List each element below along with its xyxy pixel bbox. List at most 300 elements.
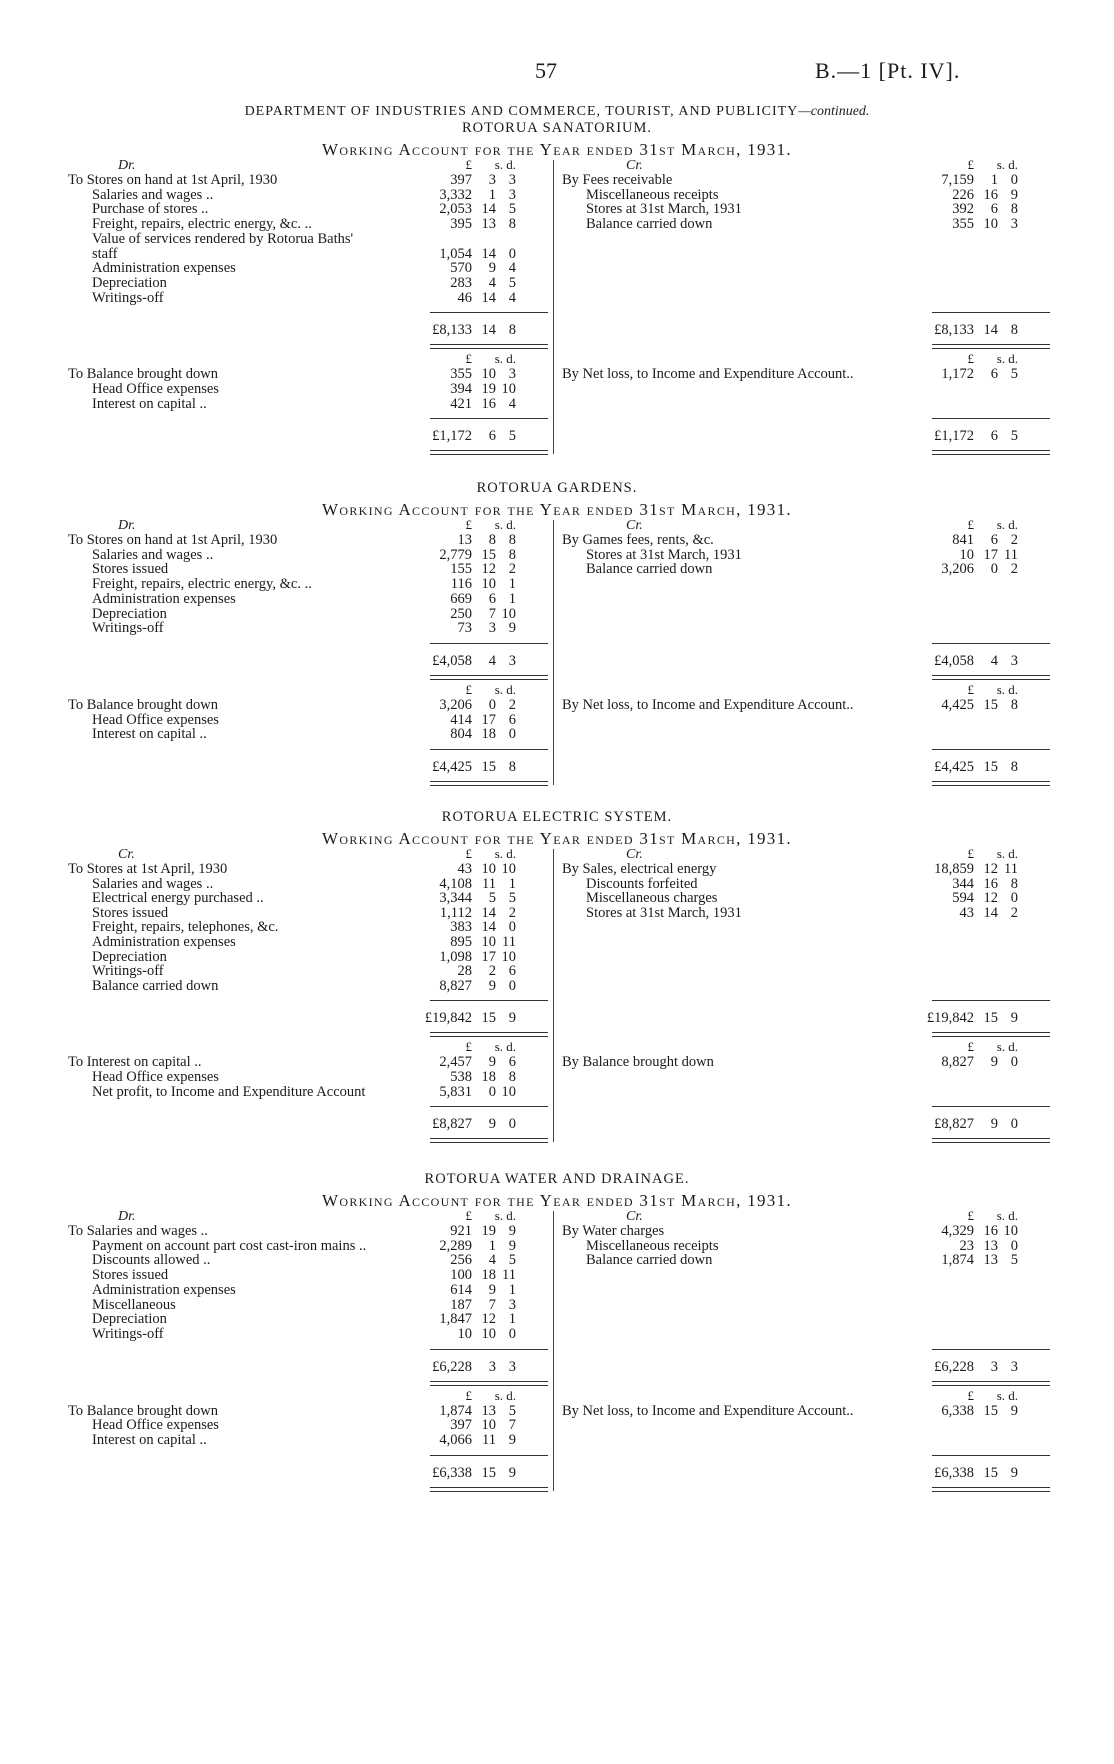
amount-pounds: 250: [450, 605, 472, 622]
amount-pence: 5: [508, 274, 516, 291]
credit-item-label: By Balance brought down: [562, 1054, 714, 1071]
debit-item-amount: [398, 1238, 516, 1254]
amount-pence: 11: [1004, 546, 1018, 563]
amount-pence: 5: [508, 201, 516, 218]
amount-pounds: 100: [450, 1267, 472, 1284]
amount-shillings: 4: [488, 652, 496, 669]
debit-item-amount: [398, 1069, 516, 1085]
credit-currency-header: £ s. d.: [967, 1208, 1018, 1223]
amount-shillings: 9: [488, 1116, 496, 1133]
debit-total: [398, 1010, 516, 1026]
amount-pence: 5: [1010, 1252, 1018, 1269]
credit-item-label: By Sales, electrical energy: [562, 861, 717, 877]
debit-item-amount: [398, 1311, 516, 1327]
amount-shillings: 0: [990, 561, 998, 578]
amount-pounds: £8,133: [934, 322, 974, 339]
center-divider: [553, 520, 554, 785]
credit-total: [890, 1116, 1018, 1132]
amount-shillings: 15: [983, 1464, 998, 1481]
debit-item-label: Head Office expenses: [92, 1069, 219, 1085]
account-table: [0, 517, 1114, 844]
amount-shillings: 12: [983, 861, 998, 877]
amount-pence: 1: [508, 1311, 516, 1328]
credit-currency-header: £ s. d.: [967, 1039, 1018, 1055]
amount-pence: 5: [1010, 366, 1018, 383]
amount-shillings: 12: [481, 561, 496, 578]
amount-shillings: 16: [983, 875, 998, 892]
amount-pence: 3: [508, 186, 516, 203]
amount-shillings: 16: [983, 186, 998, 203]
amount-pence: 0: [1010, 1116, 1018, 1133]
amount-pounds: 43: [959, 904, 974, 921]
amount-pounds: 1,874: [941, 1252, 974, 1269]
debit-total: [398, 1465, 516, 1481]
credit-item-label: Stores at 31st March, 1931: [586, 201, 742, 218]
debit-item-amount: [398, 1417, 516, 1433]
debit-item-label: Freight, repairs, telephones, &c.: [92, 919, 279, 936]
amount-shillings: 15: [481, 1010, 496, 1027]
amount-pence: 0: [508, 245, 516, 262]
debit-item-label: Writings-off: [92, 620, 164, 637]
amount-pounds: 614: [450, 1281, 472, 1298]
amount-pence: 11: [1004, 861, 1018, 877]
amount-pounds: £8,827: [934, 1116, 974, 1133]
amount-pence: 8: [1010, 696, 1018, 713]
amount-pounds: 383: [450, 919, 472, 936]
credit-item-amount: [890, 1238, 1018, 1254]
amount-pence: 3: [508, 652, 516, 669]
amount-pounds: 895: [450, 934, 472, 950]
credit-total-double-rule: [932, 1381, 1050, 1386]
amount-pounds: 226: [952, 186, 974, 203]
debit-subtotal-rule: [430, 1106, 548, 1107]
amount-pounds: 421: [450, 395, 472, 412]
credit-item-label: Miscellaneous charges: [586, 890, 718, 907]
debit-currency-header: £ s. d.: [465, 1387, 516, 1403]
amount-pence: 1: [508, 576, 516, 593]
amount-shillings: 15: [983, 1010, 998, 1027]
amount-pence: 3: [508, 366, 516, 383]
debit-item-amount: [398, 1054, 516, 1070]
debit-item-label: Administration expenses: [92, 260, 236, 277]
credit-item-amount: [890, 561, 1018, 577]
debit-item-label: Freight, repairs, electric energy, &c. ..: [92, 576, 312, 593]
amount-pence: 8: [508, 532, 516, 548]
amount-pounds: 23: [959, 1237, 974, 1254]
amount-pence: 1: [508, 875, 516, 892]
credit-item-amount: [890, 532, 1018, 548]
amount-pence: 3: [1010, 652, 1018, 669]
amount-pence: 9: [508, 1464, 516, 1481]
amount-pounds: 669: [450, 590, 472, 607]
amount-pounds: £4,058: [934, 652, 974, 669]
debit-item-amount: [398, 949, 516, 965]
amount-pence: 6: [508, 1054, 516, 1071]
debit-item-amount: [398, 172, 516, 188]
amount-pence: 3: [508, 1296, 516, 1313]
debit-item-label: Salaries and wages ..: [92, 546, 214, 563]
amount-pounds: 155: [450, 561, 472, 578]
debit-total-double-rule: [430, 1032, 548, 1037]
debit-subtotal-rule: [430, 643, 548, 644]
amount-pence: 0: [508, 919, 516, 936]
amount-pence: 11: [502, 1267, 516, 1284]
amount-pounds: 1,054: [439, 245, 472, 262]
debit-item-amount: [398, 934, 516, 950]
debit-item-amount: [398, 1432, 516, 1448]
amount-pence: 8: [1010, 875, 1018, 892]
amount-shillings: 6: [990, 532, 998, 548]
amount-pounds: 397: [450, 1417, 472, 1434]
amount-shillings: 10: [481, 1325, 496, 1342]
credit-subtotal-rule: [932, 312, 1050, 313]
credit-item-amount: [890, 1252, 1018, 1268]
account-section: [0, 120, 1114, 484]
debit-item-amount: [398, 260, 516, 276]
debit-currency-header: £ s. d.: [465, 517, 516, 532]
amount-pence: 10: [501, 381, 516, 397]
amount-pounds: 283: [450, 274, 472, 291]
amount-pounds: 414: [450, 711, 472, 728]
credit-subtotal-rule: [932, 1000, 1050, 1001]
amount-pounds: 116: [450, 576, 472, 593]
amount-pounds: 46: [457, 289, 472, 306]
amount-pounds: 395: [450, 216, 472, 233]
debit-subtotal-rule: [430, 312, 548, 313]
amount-pounds: £6,228: [432, 1358, 472, 1375]
amount-pence: 3: [1010, 216, 1018, 233]
amount-shillings: 10: [481, 934, 496, 950]
amount-pounds: £6,338: [934, 1464, 974, 1481]
credit-currency-header: £ s. d.: [967, 351, 1018, 367]
amount-pounds: £1,172: [432, 428, 472, 445]
working-account-title: Working Account for the Year ended 31st March, 1931.: [322, 1191, 792, 1210]
debit-item-label: Balance carried down: [92, 977, 219, 994]
credit-total-double-rule: [932, 1138, 1050, 1143]
debit-subtotal-rule: [430, 1000, 548, 1001]
credit-subtotal-rule: [932, 1106, 1050, 1107]
debit-item-amount: [398, 726, 516, 742]
amount-pence: 1: [508, 590, 516, 607]
amount-pounds: 10: [959, 546, 974, 563]
credit-item-label: Miscellaneous receipts: [586, 1237, 719, 1254]
amount-pence: 8: [508, 322, 516, 339]
amount-pounds: 6,338: [941, 1402, 974, 1419]
amount-shillings: 16: [983, 1223, 998, 1239]
amount-shillings: 6: [488, 428, 496, 445]
amount-shillings: 17: [983, 546, 998, 563]
amount-shillings: 4: [488, 1252, 496, 1269]
debit-item-amount: [398, 620, 516, 636]
amount-pounds: 73: [457, 620, 472, 637]
debit-total-double-rule: [430, 344, 548, 349]
credit-currency-header: £ s. d.: [967, 846, 1018, 861]
amount-shillings: 11: [482, 875, 496, 892]
credit-item-label: By Water charges: [562, 1223, 665, 1239]
amount-shillings: 1: [488, 186, 496, 203]
debit-column-label: Cr.: [118, 847, 135, 862]
debit-item-label: Electrical energy purchased ..: [92, 890, 264, 907]
amount-pounds: £6,338: [432, 1464, 472, 1481]
credit-total-double-rule: [932, 675, 1050, 680]
credit-currency-header: £ s. d.: [967, 157, 1018, 172]
credit-item-amount: [890, 187, 1018, 203]
amount-pounds: 4,329: [941, 1223, 974, 1239]
credit-item-amount: [890, 547, 1018, 563]
page-header: [0, 58, 1114, 88]
amount-pence: 9: [1010, 1402, 1018, 1419]
debit-item-amount: [398, 1326, 516, 1342]
amount-pounds: 570: [450, 260, 472, 277]
debit-item-amount: [398, 1403, 516, 1419]
debit-item-amount: [398, 246, 516, 262]
amount-pence: 4: [508, 260, 516, 277]
working-account-title: Working Account for the Year ended 31st March, 1931.: [322, 500, 792, 519]
amount-shillings: 10: [481, 861, 496, 877]
debit-currency-header: £ s. d.: [465, 681, 516, 697]
amount-shillings: 13: [983, 1237, 998, 1254]
amount-pence: 2: [508, 904, 516, 921]
debit-item-label: Interest on capital ..: [92, 1432, 207, 1448]
amount-shillings: 14: [481, 919, 496, 936]
credit-column-label: Cr.: [626, 158, 643, 173]
amount-pounds: 3,344: [439, 890, 472, 907]
amount-pounds: 43: [457, 861, 472, 877]
credit-subtotal-rule: [932, 643, 1050, 644]
credit-total: [890, 759, 1018, 775]
debit-item-amount: [398, 1297, 516, 1313]
amount-shillings: 14: [481, 289, 496, 306]
amount-shillings: 18: [481, 1069, 496, 1085]
credit-item-label: Stores at 31st March, 1931: [586, 546, 742, 563]
debit-item-amount: [398, 290, 516, 306]
credit-currency-header: £ s. d.: [967, 681, 1018, 697]
debit-item-amount: [398, 712, 516, 728]
amount-pence: 0: [508, 1325, 516, 1342]
amount-pounds: 1,098: [439, 948, 472, 965]
debit-total: [398, 322, 516, 338]
debit-item-amount: [398, 366, 516, 382]
credit-total: [890, 1359, 1018, 1375]
amount-pounds: £6,228: [934, 1358, 974, 1375]
amount-shillings: 18: [481, 1267, 496, 1284]
debit-item-amount: [398, 187, 516, 203]
debit-item-amount: [398, 547, 516, 563]
amount-pounds: 1,847: [439, 1311, 472, 1328]
amount-pence: 8: [1010, 759, 1018, 775]
amount-shillings: 10: [481, 366, 496, 383]
debit-item-label: Stores issued: [92, 561, 169, 578]
amount-pounds: 1,874: [439, 1402, 472, 1419]
account-section: [0, 480, 1114, 844]
debit-item-label: Stores issued: [92, 904, 169, 921]
section-title: ROTORUA GARDENS.: [476, 480, 638, 496]
center-divider: [553, 160, 554, 454]
amount-pence: 9: [1010, 186, 1018, 203]
credit-item-label: By Net loss, to Income and Expenditure Account..: [562, 366, 854, 383]
amount-shillings: 13: [983, 1252, 998, 1269]
amount-pence: 7: [508, 1417, 516, 1434]
debit-item-label: Writings-off: [92, 1325, 164, 1342]
debit-item-label: Writings-off: [92, 289, 164, 306]
amount-pence: 6: [508, 711, 516, 728]
amount-shillings: 11: [482, 1432, 496, 1448]
debit-item-label: Purchase of stores ..: [92, 201, 209, 218]
debit-item-label: staff: [92, 245, 118, 262]
debit-item-label: Net profit, to Income and Expenditure Account: [92, 1083, 366, 1100]
amount-pounds: 594: [952, 890, 974, 907]
amount-shillings: 6: [990, 366, 998, 383]
amount-shillings: 12: [983, 890, 998, 907]
debit-total-double-rule: [430, 781, 548, 786]
amount-pounds: 2,053: [439, 201, 472, 218]
credit-subtotal-rule: [932, 1455, 1050, 1456]
debit-item-amount: [398, 606, 516, 622]
amount-shillings: 13: [481, 216, 496, 233]
debit-subtotal-rule: [430, 749, 548, 750]
credit-item-amount: [890, 216, 1018, 232]
amount-pounds: £4,425: [934, 759, 974, 775]
amount-shillings: 9: [488, 260, 496, 277]
amount-shillings: 9: [990, 1054, 998, 1071]
debit-currency-header: £ s. d.: [465, 157, 516, 172]
debit-item-label: Miscellaneous: [92, 1296, 176, 1313]
debit-total-double-rule: [430, 1487, 548, 1492]
debit-subtotal-rule: [430, 1455, 548, 1456]
debit-item-amount: [398, 201, 516, 217]
amount-shillings: 8: [488, 532, 496, 548]
amount-shillings: 6: [990, 201, 998, 218]
amount-pence: 2: [508, 561, 516, 578]
credit-subtotal-rule: [932, 1349, 1050, 1350]
debit-item-amount: [398, 1223, 516, 1239]
working-account-title: Working Account for the Year ended 31st March, 1931.: [322, 829, 792, 848]
amount-shillings: 14: [481, 322, 496, 339]
amount-pence: 9: [508, 1237, 516, 1254]
debit-item-amount: [398, 905, 516, 921]
debit-item-label: Depreciation: [92, 605, 167, 622]
debit-column-label: Dr.: [118, 158, 136, 173]
debit-column-label: Dr.: [118, 518, 136, 533]
amount-pence: 0: [508, 977, 516, 994]
amount-pounds: 18,859: [934, 861, 974, 877]
debit-total-double-rule: [430, 450, 548, 455]
credit-item-amount: [890, 890, 1018, 906]
amount-pence: 10: [501, 1083, 516, 1100]
debit-item-amount: [398, 576, 516, 592]
amount-shillings: 14: [983, 904, 998, 921]
debit-total-double-rule: [430, 675, 548, 680]
credit-item-label: Discounts forfeited: [586, 875, 698, 892]
amount-pence: 5: [508, 890, 516, 907]
debit-currency-header: £ s. d.: [465, 351, 516, 367]
amount-pence: 10: [1003, 1223, 1018, 1239]
debit-column-label: Dr.: [118, 1209, 136, 1224]
credit-total: [890, 653, 1018, 669]
amount-pence: 0: [508, 726, 516, 743]
amount-pence: 1: [508, 1281, 516, 1298]
credit-item-amount: [890, 201, 1018, 217]
amount-shillings: 15: [481, 1464, 496, 1481]
amount-pounds: 8,827: [439, 977, 472, 994]
debit-item-label: Administration expenses: [92, 590, 236, 607]
amount-pence: 2: [1010, 561, 1018, 578]
amount-pounds: £1,172: [934, 428, 974, 445]
amount-pence: 5: [508, 1252, 516, 1269]
amount-pence: 3: [1010, 1358, 1018, 1375]
amount-pounds: 2,289: [439, 1237, 472, 1254]
debit-item-amount: [398, 1084, 516, 1100]
amount-pounds: £4,058: [432, 652, 472, 669]
amount-pounds: 921: [450, 1223, 472, 1239]
amount-pence: 0: [508, 1116, 516, 1133]
debit-total: [398, 653, 516, 669]
amount-pence: 11: [502, 934, 516, 950]
debit-item-label: Salaries and wages ..: [92, 186, 214, 203]
amount-pence: 10: [501, 948, 516, 965]
credit-total-double-rule: [932, 344, 1050, 349]
credit-total: [890, 1465, 1018, 1481]
amount-pounds: 355: [450, 366, 472, 383]
debit-item-amount: [398, 963, 516, 979]
debit-item-label: Interest on capital ..: [92, 395, 207, 412]
amount-shillings: 9: [488, 1281, 496, 1298]
amount-shillings: 15: [983, 696, 998, 713]
amount-shillings: 14: [481, 201, 496, 218]
amount-pence: 8: [508, 759, 516, 775]
debit-total: [398, 428, 516, 444]
credit-item-label: By Net loss, to Income and Expenditure Account..: [562, 696, 854, 713]
center-divider: [553, 1211, 554, 1491]
amount-pounds: 28: [457, 963, 472, 980]
debit-item-label: To Stores on hand at 1st April, 1930: [68, 172, 278, 188]
amount-shillings: 7: [488, 1296, 496, 1313]
credit-item-label: Balance carried down: [586, 1252, 713, 1269]
amount-pounds: 538: [450, 1069, 472, 1085]
debit-item-label: Head Office expenses: [92, 381, 219, 397]
department-title: DEPARTMENT OF INDUSTRIES AND COMMERCE, TOURIST, AND PUBLICITY: [244, 104, 799, 119]
amount-pence: 0: [1010, 890, 1018, 907]
debit-currency-header: £ s. d.: [465, 846, 516, 861]
amount-shillings: 18: [481, 726, 496, 743]
amount-pounds: 13: [457, 532, 472, 548]
debit-item-label: Depreciation: [92, 1311, 167, 1328]
credit-item-amount: [890, 1403, 1018, 1419]
amount-shillings: 14: [481, 245, 496, 262]
amount-shillings: 10: [983, 216, 998, 233]
debit-item-amount: [398, 275, 516, 291]
amount-pounds: 355: [952, 216, 974, 233]
debit-item-label: Administration expenses: [92, 1281, 236, 1298]
amount-shillings: 17: [481, 948, 496, 965]
amount-shillings: 17: [481, 711, 496, 728]
credit-item-amount: [890, 366, 1018, 382]
debit-item-amount: [398, 591, 516, 607]
credit-item-label: Miscellaneous receipts: [586, 186, 719, 203]
amount-shillings: 14: [481, 904, 496, 921]
credit-item-label: By Fees receivable: [562, 172, 673, 188]
amount-pounds: 4,066: [439, 1432, 472, 1448]
amount-pounds: 344: [952, 875, 974, 892]
amount-pounds: 5,831: [439, 1083, 472, 1100]
amount-shillings: 14: [983, 322, 998, 339]
amount-pence: 5: [508, 428, 516, 445]
amount-pence: 9: [1010, 1464, 1018, 1481]
debit-item-amount: [398, 978, 516, 994]
amount-pence: 8: [1010, 201, 1018, 218]
credit-subtotal-rule: [932, 749, 1050, 750]
debit-item-amount: [398, 1282, 516, 1298]
